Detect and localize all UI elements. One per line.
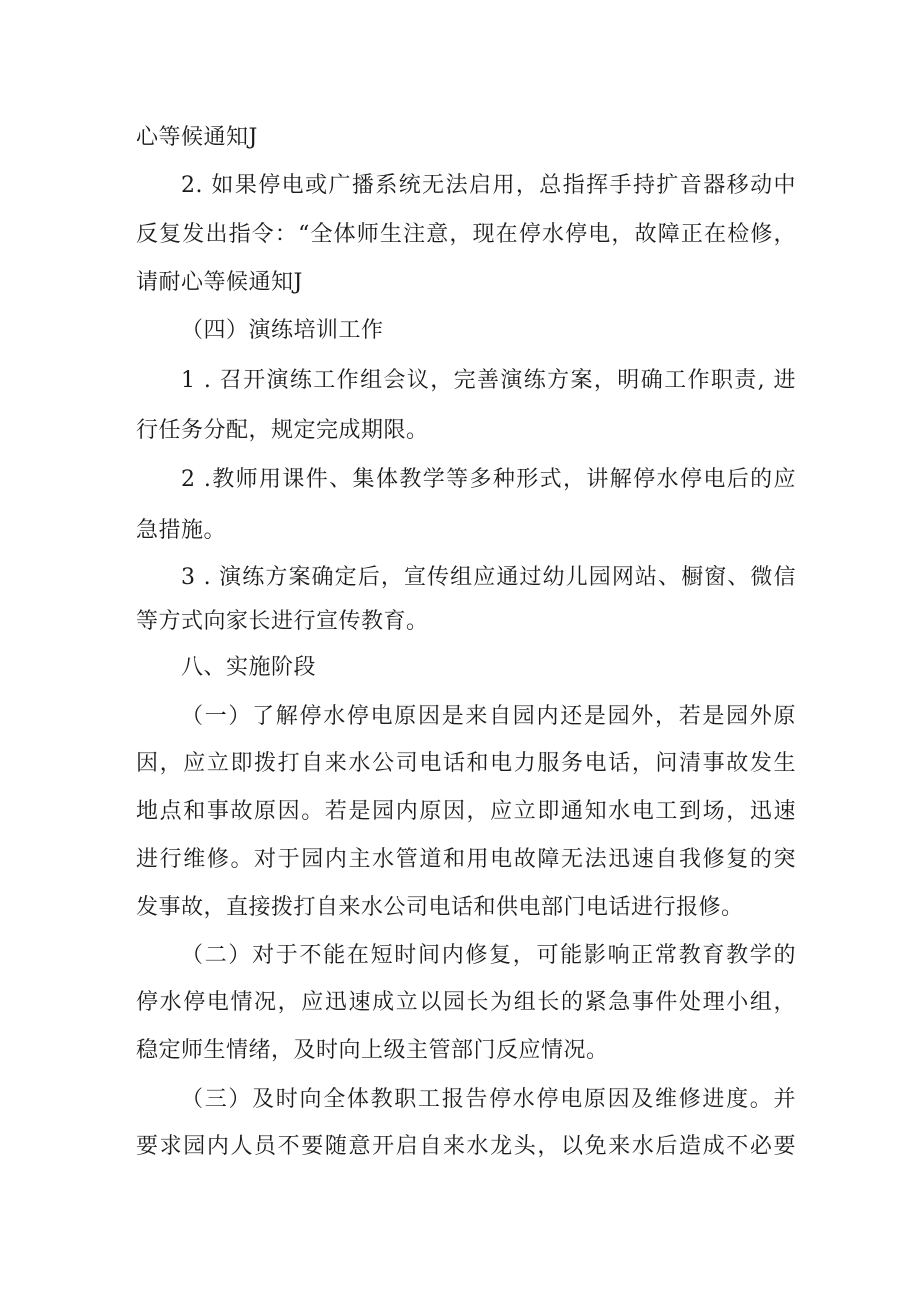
text-line: 请耐心等候通知J bbox=[136, 270, 303, 295]
text-line: （三）及时向全体教职工报告停水停电原因及维修进度。并 bbox=[181, 1087, 796, 1112]
section-heading: （四）演练培训工作 bbox=[181, 318, 384, 343]
text-line: 行任务分配，规定完成期限。 bbox=[136, 418, 429, 443]
text-line: （一）了解停水停电原因是来自园内还是园外，若是园外原 bbox=[181, 704, 796, 729]
text-line: 要求园内人员不要随意开启自来水龙头，以免来水后造成不必要 bbox=[136, 1134, 796, 1159]
text-line: 停水停电情况，应迅速成立以园长为组长的紧急事件处理小组， bbox=[136, 990, 796, 1015]
text-line: 等方式向家长进行宣传教育。 bbox=[136, 609, 429, 634]
text-line: 稳定师生情绪，及时向上级主管部门反应情况。 bbox=[136, 1038, 609, 1063]
text-line: 心等候通知J bbox=[136, 125, 258, 150]
text-line: 进行维修。对于园内主水管道和用电故障无法迅速自我修复的突 bbox=[136, 847, 796, 872]
text-line: 2. 如果停电或广播系统无法启用，总指挥手持扩音器移动中 bbox=[181, 173, 796, 198]
text-line: 因，应立即拨打自来水公司电话和电力服务电话，问清事故发生 bbox=[136, 751, 796, 776]
text-line: 2 .教师用课件、集体教学等多种形式，讲解停水停电后的应 bbox=[181, 467, 796, 492]
text-line: 3 . 演练方案确定后，宣传组应通过幼儿园网站、橱窗、微信 bbox=[181, 565, 796, 590]
text-line: 反复发出指令：“全体师生注意，现在停水停电，故障正在检修， bbox=[136, 222, 796, 247]
text-line: 发事故，直接拨打自来水公司电话和供电部门电话进行报修。 bbox=[136, 895, 744, 920]
text-line: 1 . 召开演练工作组会议，完善演练方案，明确工作职责, 进 bbox=[181, 368, 796, 393]
text-line: 地点和事故原因。若是园内原因，应立即通知水电工到场，迅速 bbox=[136, 799, 796, 824]
text-line: 急措施。 bbox=[136, 518, 227, 543]
section-heading: 八、实施阶段 bbox=[181, 655, 317, 680]
text-line: （二）对于不能在短时间内修复，可能影响正常教育教学的 bbox=[181, 943, 796, 968]
